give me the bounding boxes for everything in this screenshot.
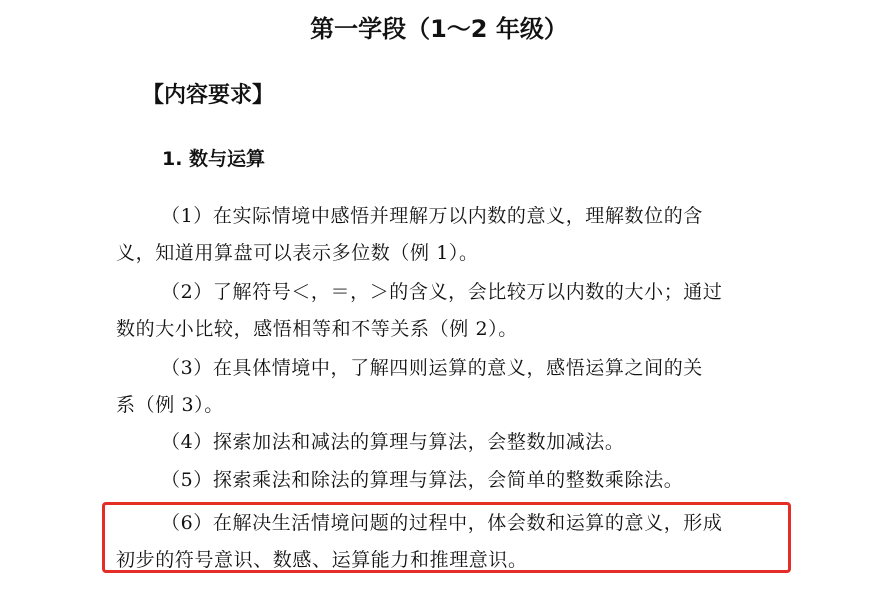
paragraph-3: [116, 350, 776, 424]
paragraph-line: （2）了解符号＜，＝，＞的含义，会比较万以内数的大小；通过: [161, 281, 723, 303]
paragraph-line: （1）在实际情境中感悟并理解万以内数的意义，理解数位的含: [161, 205, 703, 227]
paragraph-line: （6）在解决生活情境问题的过程中，体会数和运算的意义，形成: [161, 512, 723, 534]
highlight-box: [102, 502, 791, 573]
paragraph-4: [116, 424, 776, 461]
paragraph-line: 初步的符号意识、数感、运算能力和推理意识。: [116, 549, 528, 571]
page-title: 第一学段（1～2 年级）: [310, 15, 568, 43]
paragraph-line: 系（例 3）。: [116, 394, 224, 416]
subsection-heading: 1. 数与运算: [162, 148, 266, 170]
paragraph-5: [116, 462, 776, 499]
paragraph-line: （3）在具体情境中，了解四则运算的意义，感悟运算之间的关: [161, 357, 703, 379]
section-heading: 【内容要求】: [142, 83, 275, 108]
paragraph-line: 义，知道用算盘可以表示多位数（例 1）。: [116, 242, 479, 264]
paragraph-2: [116, 274, 776, 348]
paragraph-line: （5）探索乘法和除法的算理与算法，会简单的整数乘除法。: [161, 469, 684, 491]
paragraph-1: [116, 198, 776, 272]
paragraph-line: 数的大小比较，感悟相等和不等关系（例 2）。: [116, 318, 518, 340]
paragraph-line: （4）探索加法和减法的算理与算法，会整数加减法。: [161, 431, 625, 453]
